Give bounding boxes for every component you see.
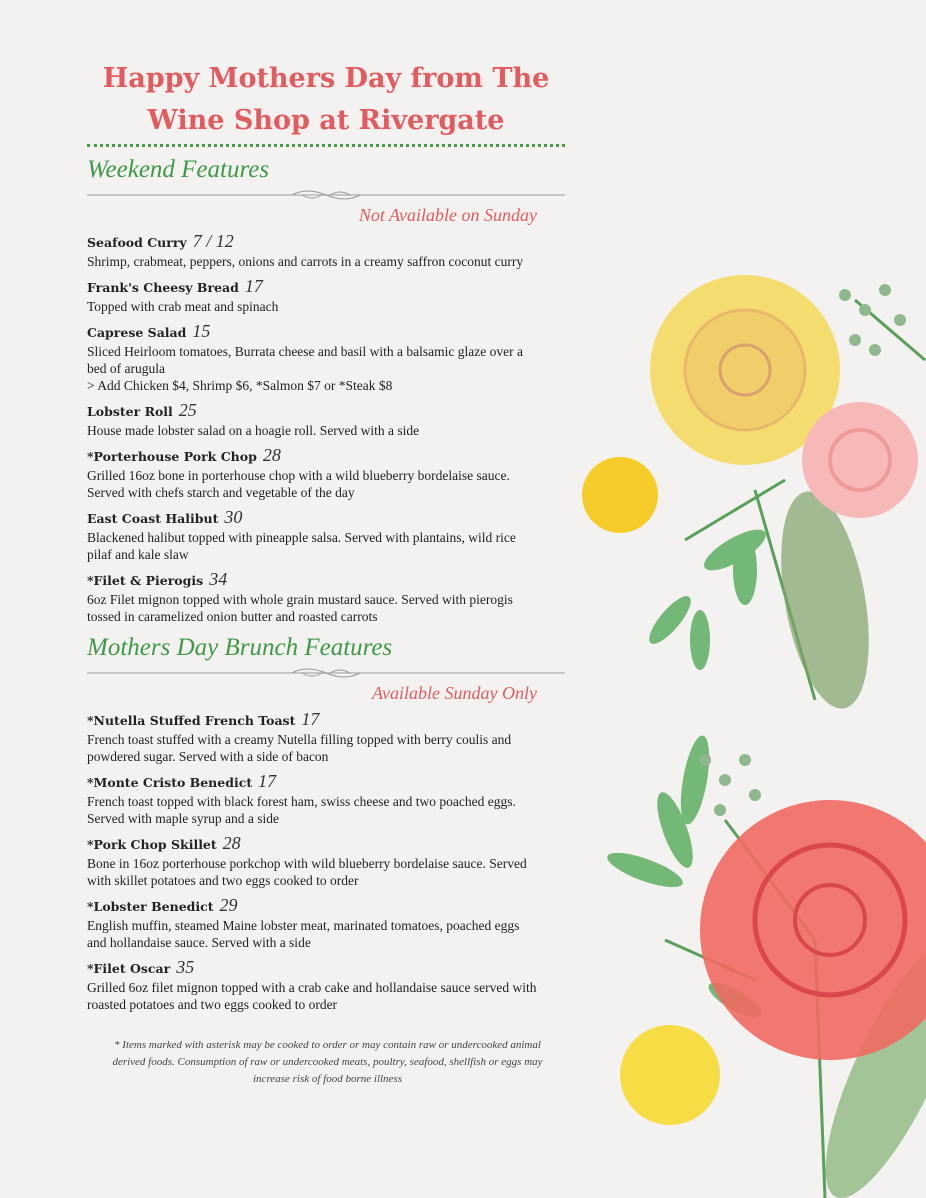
- menu-item: [87, 445, 537, 501]
- item-price: 17: [258, 771, 277, 791]
- page-title: Happy Mothers Day from The Wine Shop at Rivergate: [102, 63, 550, 136]
- item-description: Sliced Heirloom tomatoes, Burrata cheese and basil with a balsamic glaze over a bed of arugula: [87, 344, 523, 376]
- item-price: 28: [262, 445, 281, 465]
- item-name: *Nutella Stuffed French Toast: [87, 713, 296, 728]
- footnote: * Items marked with asterisk may be cooked to order or may contain raw or undercooked animal derived foods. Consumption of raw or undercooked meats, poultry, seafood, shellfish or eggs may increase risk of food borne illness: [112, 1039, 543, 1085]
- dotted-divider: [87, 144, 565, 147]
- menu-column: [87, 58, 565, 1088]
- item-name: *Filet Oscar: [87, 961, 171, 976]
- weekend-items: [87, 231, 537, 625]
- ornament-divider: [87, 667, 565, 679]
- menu-item: [87, 507, 537, 563]
- item-description: English muffin, steamed Maine lobster meat, marinated tomatoes, poached eggs and hollandaise sauce. Served with a side: [87, 918, 520, 950]
- item-price: 25: [178, 400, 197, 420]
- menu-item: [87, 569, 537, 625]
- item-description: Bone in 16oz porterhouse porkchop with wild blueberry bordelaise sauce. Served with skillet potatoes and two eggs cooked to order: [87, 856, 527, 888]
- menu-item: [87, 957, 537, 1013]
- item-name: East Coast Halibut: [87, 511, 219, 526]
- item-description: French toast topped with black forest ham, swiss cheese and two poached eggs. Served with maple syrup and a side: [87, 794, 516, 826]
- item-description: House made lobster salad on a hoagie roll. Served with a side: [87, 423, 420, 438]
- item-price: 35: [176, 957, 195, 977]
- menu-item: [87, 833, 537, 889]
- item-price: 17: [244, 276, 263, 296]
- menu-item: [87, 895, 537, 951]
- item-name: Caprese Salad: [87, 325, 187, 340]
- section-heading-weekend: Weekend Features: [87, 156, 270, 183]
- item-name: *Pork Chop Skillet: [87, 837, 217, 852]
- item-name: Lobster Roll: [87, 404, 173, 419]
- item-price: 34: [209, 569, 228, 589]
- brunch-items: [87, 709, 537, 1013]
- menu-item: [87, 771, 537, 827]
- item-description: French toast stuffed with a creamy Nutella filling topped with berry coulis and powdered sugar. Served with a side of bacon: [87, 732, 512, 764]
- item-price: 15: [192, 321, 211, 341]
- item-price: 28: [222, 833, 241, 853]
- item-price: 30: [224, 507, 243, 527]
- menu-item: [87, 231, 537, 270]
- item-description: Topped with crab meat and spinach: [87, 299, 279, 314]
- item-description: Grilled 6oz filet mignon topped with a crab cake and hollandaise sauce served with roasted potatoes and two eggs cooked to order: [87, 980, 537, 1012]
- section-heading-brunch: Mothers Day Brunch Features: [87, 634, 393, 661]
- menu-item: [87, 276, 537, 315]
- item-price: 7 / 12: [192, 231, 234, 251]
- item-description: 6oz Filet mignon topped with whole grain mustard sauce. Served with pierogis tossed in caramelized onion butter and roasted carrots: [87, 592, 513, 624]
- menu-item: [87, 321, 537, 394]
- ornament-divider: [87, 189, 565, 201]
- item-price: 29: [219, 895, 238, 915]
- item-name: *Filet & Pierogis: [87, 573, 204, 588]
- item-description: Shrimp, crabmeat, peppers, onions and carrots in a creamy saffron coconut curry: [87, 254, 524, 269]
- item-description: > Add Chicken $4, Shrimp $6, *Salmon $7 or *Steak $8: [87, 378, 393, 393]
- menu-item: [87, 709, 537, 765]
- item-name: Seafood Curry: [87, 235, 187, 250]
- flower-illustration: [555, 220, 926, 1198]
- section-note-weekend: Not Available on Sunday: [358, 205, 537, 225]
- item-description: Grilled 16oz bone in porterhouse chop with a wild blueberry bordelaise sauce. Served with chefs starch and vegetable of the day: [87, 468, 510, 500]
- menu-item: [87, 400, 537, 439]
- section-note-brunch: Available Sunday Only: [372, 683, 537, 703]
- item-description: Blackened halibut topped with pineapple salsa. Served with plantains, wild rice pilaf and kale slaw: [87, 530, 516, 562]
- item-name: *Lobster Benedict: [87, 899, 214, 914]
- item-price: 17: [301, 709, 320, 729]
- item-name: Frank's Cheesy Bread: [87, 280, 239, 295]
- item-name: *Monte Cristo Benedict: [87, 775, 253, 790]
- item-name: *Porterhouse Pork Chop: [87, 449, 257, 464]
